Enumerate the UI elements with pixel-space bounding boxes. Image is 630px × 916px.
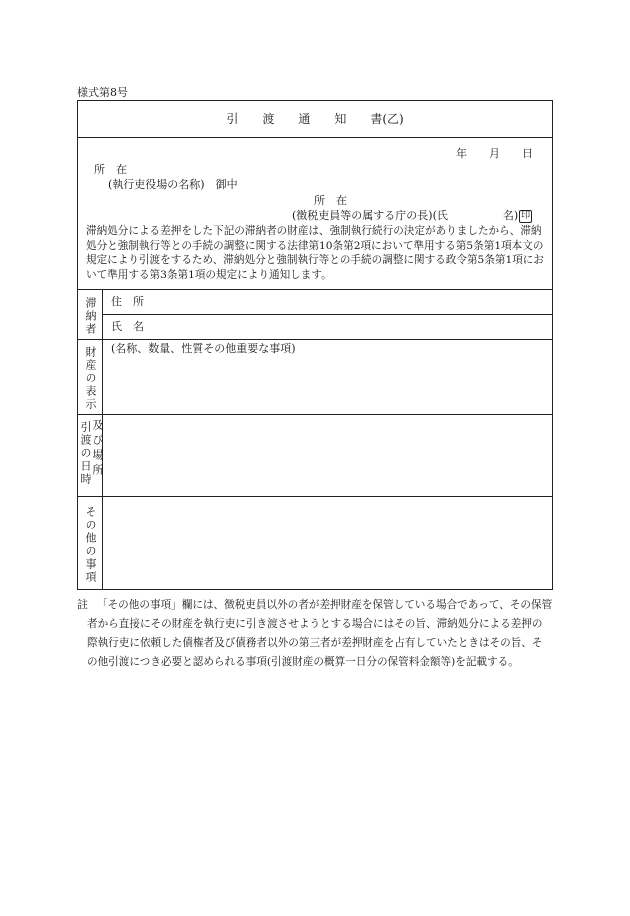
delinquent-name-label: 氏 名 <box>111 320 144 333</box>
property-label: 財産の表示 <box>84 346 97 411</box>
delivery-bottom-rule <box>78 496 552 497</box>
form-frame <box>77 100 553 590</box>
notice-body-text: 滞納処分による差押をした下記の滞納者の財産は、強制執行続行の決定がありましたから、滞納処分と強制執行等との手続の調整に関する法律第10条第2項において準用する第5条第1項本文の規定により引渡をするため、滞納処分と強制執行等との手続の調整に関する政令第5条第1項において準用する第3条第1項の規定により通知します。 <box>86 225 544 281</box>
address-name-rule <box>102 314 552 315</box>
delinquent-address-label: 住 所 <box>111 295 144 308</box>
property-bottom-rule <box>78 414 552 415</box>
table-top-rule <box>78 289 552 290</box>
recipient-name-label: (執行吏役場の名称) 御中 <box>108 178 238 191</box>
delinquent-label: 滞納者 <box>84 297 97 336</box>
date-line: 年 月 日 <box>456 147 533 160</box>
other-matters-label: その他の事項 <box>84 506 97 584</box>
property-hint: (名称、数量、性質その他重要な事項) <box>111 342 296 355</box>
form-title: 引 渡 通 知 書(乙) <box>78 101 552 138</box>
sender-address-label: 所 在 <box>314 194 347 207</box>
sender-name-line <box>292 209 532 223</box>
delivery-label-datetime: 引渡の日時 <box>79 421 92 486</box>
note-text: 「その他の事項」欄には、徴税吏員以外の者が差押財産を保管している場合であって、その保管者から直接にその財産を執行吏に引き渡させようとする場合にはその旨、滞納処分による差押の際執行吏に依頼した債権者及び債務者以外の第三者が差押財産を占有していたときはその旨、その他引渡につき必要と認められる事項(引渡財産の概算一日分の保管料金額等)を記載する。 <box>87 599 553 668</box>
note-head: 註 <box>77 598 88 611</box>
sender-name-label: (徴税吏員等の属する庁の長)(氏 名) <box>292 209 519 222</box>
seal-icon: 印 <box>521 210 531 221</box>
delivery-label-place: 及び場所 <box>91 419 104 479</box>
form-number: 様式第8号 <box>77 86 128 99</box>
delinquent-bottom-rule <box>78 339 552 340</box>
recipient-address-label: 所 在 <box>94 163 127 176</box>
